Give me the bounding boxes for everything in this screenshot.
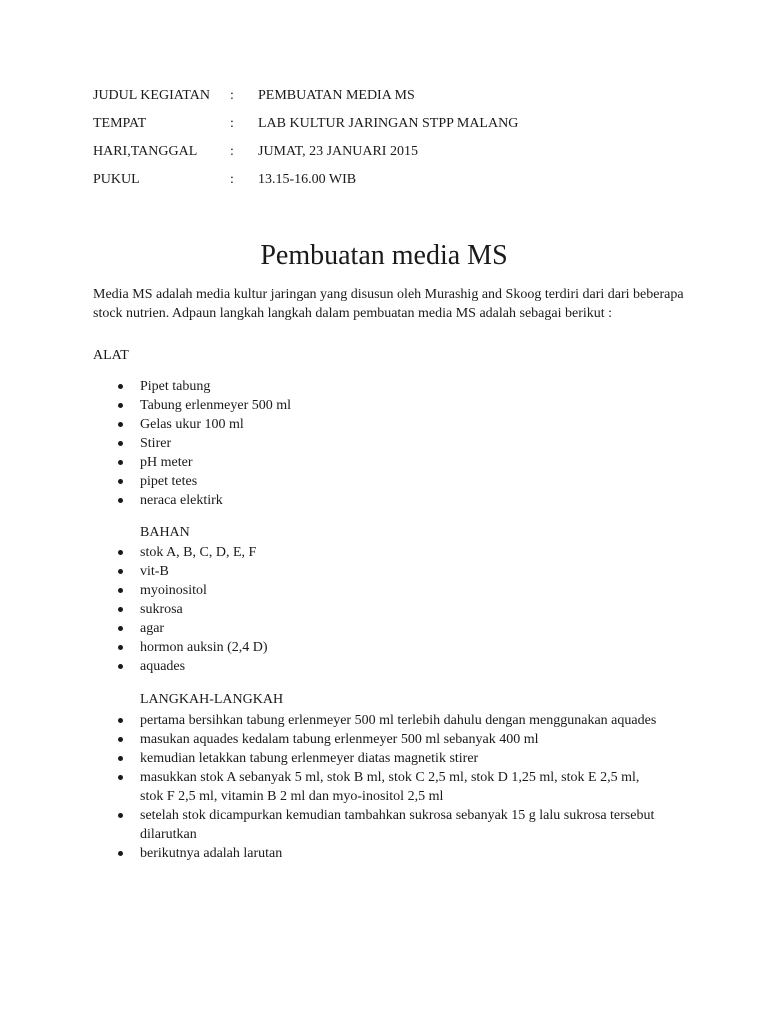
header-colon: : — [230, 88, 234, 103]
list-item: myoinositol — [115, 581, 675, 600]
list-item: kemudian letakkan tabung erlenmeyer diatas magnetik stirer — [115, 749, 660, 768]
header-label: TEMPAT — [93, 116, 147, 131]
list-item: masukan aquades kedalam tabung erlenmeyer 500 ml sebanyak 400 ml — [115, 730, 660, 749]
list-item: Pipet tabung — [115, 377, 675, 396]
bahan-list — [115, 543, 675, 676]
header-label: JUDUL KEGIATAN — [93, 88, 210, 103]
list-item: neraca elektirk — [115, 491, 675, 510]
header-value: PEMBUATAN MEDIA MS — [258, 88, 415, 103]
list-item: pH meter — [115, 453, 675, 472]
header-value: JUMAT, 23 JANUARI 2015 — [258, 144, 418, 159]
header-value: 13.15-16.00 WIB — [258, 172, 357, 187]
header-row-judul — [93, 88, 653, 108]
alat-heading: ALAT — [93, 348, 129, 363]
list-item: setelah stok dicampurkan kemudian tambahkan sukrosa sebanyak 15 g lalu sukrosa tersebut dilarutkan — [115, 806, 660, 844]
list-item: Gelas ukur 100 ml — [115, 415, 675, 434]
list-item: Tabung erlenmeyer 500 ml — [115, 396, 675, 415]
list-item: berikutnya adalah larutan — [115, 844, 660, 863]
document-title: Pembuatan media MS — [260, 240, 508, 271]
header-row-tempat — [93, 116, 653, 136]
intro-paragraph: Media MS adalah media kultur jaringan yang disusun oleh Murashig and Skoog terdiri dari dari beberapa stock nutrien. Adpaun langkah langkah dalam pembuatan media MS adalah sebagai berikut : — [93, 287, 684, 321]
header-colon: : — [230, 116, 234, 131]
header-value: LAB KULTUR JARINGAN STPP MALANG — [258, 116, 519, 131]
header-label: PUKUL — [93, 172, 140, 187]
header-row-pukul — [93, 172, 653, 192]
list-item: aquades — [115, 657, 675, 676]
list-item: vit-B — [115, 562, 675, 581]
list-item: agar — [115, 619, 675, 638]
list-item: pertama bersihkan tabung erlenmeyer 500 ml terlebih dahulu dengan menggunakan aquades — [115, 711, 660, 730]
header-colon: : — [230, 172, 234, 187]
list-item: pipet tetes — [115, 472, 675, 491]
header-label: HARI,TANGGAL — [93, 144, 198, 159]
header-colon: : — [230, 144, 234, 159]
list-item: sukrosa — [115, 600, 675, 619]
list-item: masukkan stok A sebanyak 5 ml, stok B ml, stok C 2,5 ml, stok D 1,25 ml, stok E 2,5 ml, stok F 2,5 ml, vitamin B 2 ml dan myo-inositol 2,5 ml — [115, 768, 660, 806]
header-row-tanggal — [93, 144, 653, 164]
alat-list — [115, 377, 675, 510]
list-item: stok A, B, C, D, E, F — [115, 543, 675, 562]
langkah-list — [115, 711, 660, 863]
langkah-heading: LANGKAH-LANGKAH — [140, 692, 284, 707]
bahan-heading: BAHAN — [140, 525, 190, 540]
list-item: hormon auksin (2,4 D) — [115, 638, 675, 657]
list-item: Stirer — [115, 434, 675, 453]
